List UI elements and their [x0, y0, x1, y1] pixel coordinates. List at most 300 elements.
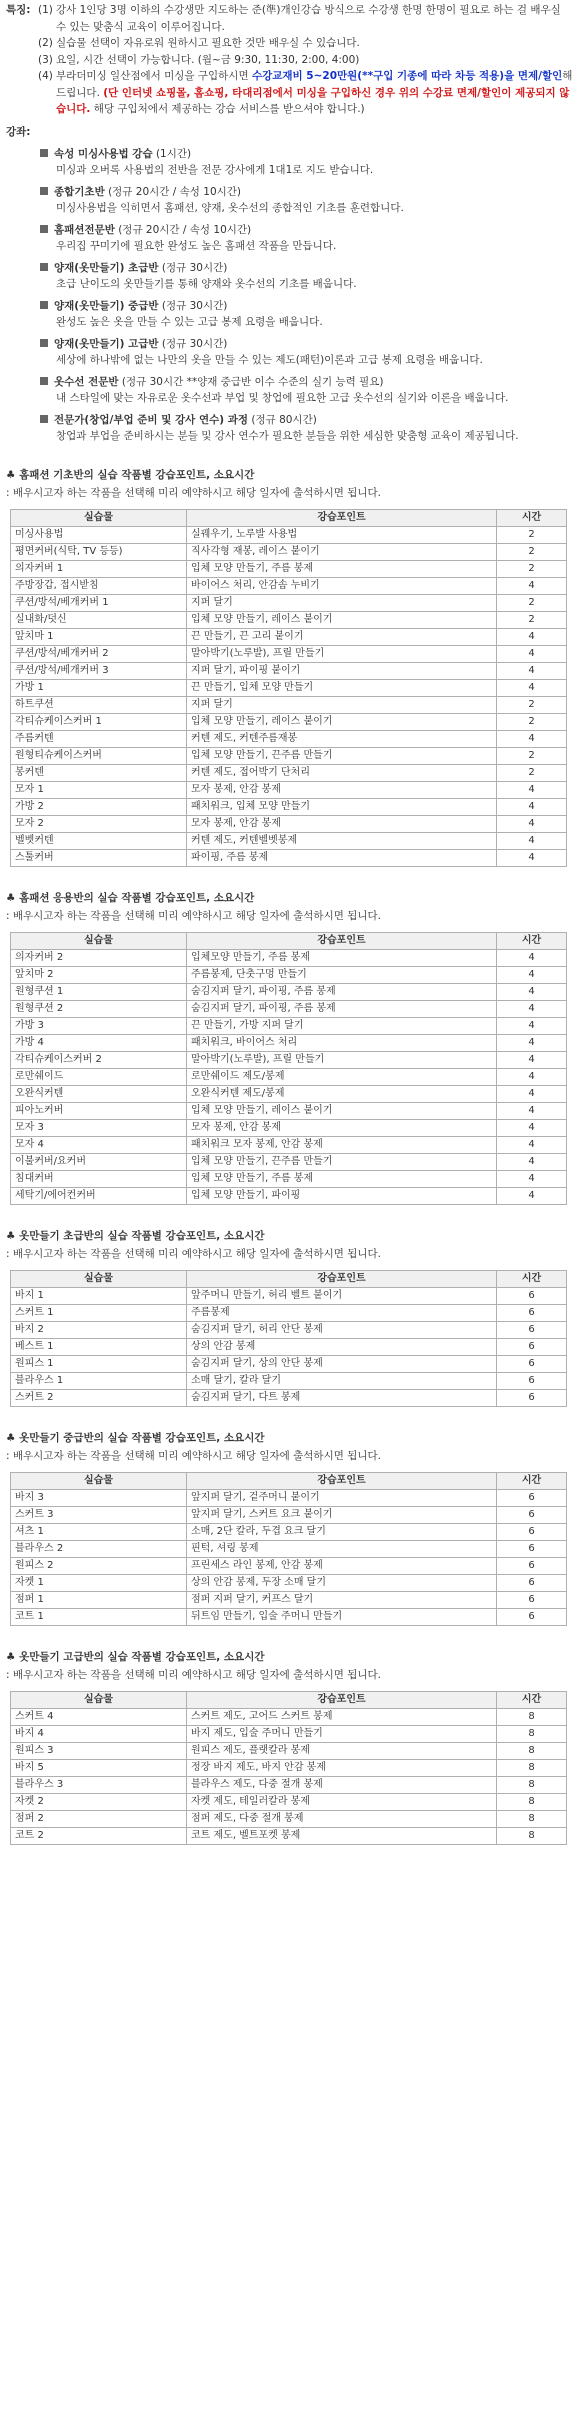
table-row [11, 1170, 567, 1187]
table-row [11, 1389, 567, 1406]
cell-point: 패치워크 모자 봉제, 안감 봉제 [187, 1136, 497, 1153]
cell-hours: 6 [497, 1338, 567, 1355]
table-row [11, 1153, 567, 1170]
cell-point: 숨김지퍼 달기, 허리 안단 봉제 [187, 1321, 497, 1338]
cell-point: 지퍼 달기, 파이핑 붙이기 [187, 662, 497, 679]
feature-text-part: 요일, 시간 선택이 가능합니다. (월~금 9:30, 11:30, 2:00, 4:00) [56, 53, 360, 66]
cell-item: 블라우스 3 [11, 1776, 187, 1793]
cell-item: 가방 3 [11, 1017, 187, 1034]
cell-point: 지퍼 달기 [187, 594, 497, 611]
table-row [11, 662, 567, 679]
cell-point: 파이핑, 주름 봉제 [187, 849, 497, 866]
cell-item: 앞치마 1 [11, 628, 187, 645]
course-title [40, 374, 570, 390]
table-row [11, 1119, 567, 1136]
course-item [40, 412, 570, 444]
course-item [40, 374, 570, 406]
table-row [11, 1017, 567, 1034]
cell-item: 주방장갑, 접시받침 [11, 577, 187, 594]
section-note: : 배우시고자 하는 작품을 선택해 미리 예약하시고 해당 일자에 출석하시면 됩니다. [6, 486, 381, 499]
course-meta: (1시간) [155, 147, 192, 160]
cell-hours: 4 [497, 1187, 567, 1204]
cell-hours: 6 [497, 1523, 567, 1540]
cell-item: 의자커버 1 [11, 560, 187, 577]
header-hours: 시간 [497, 932, 567, 949]
cell-point: 말아박기(노루발), 프릴 만들기 [187, 1051, 497, 1068]
table-row [11, 832, 567, 849]
cell-point: 정장 바지 제도, 바지 안감 봉제 [187, 1759, 497, 1776]
cell-hours: 8 [497, 1725, 567, 1742]
schedule-table [10, 1472, 567, 1626]
table-row [11, 1725, 567, 1742]
feature-item [38, 2, 574, 35]
table-row [11, 611, 567, 628]
cell-item: 점퍼 2 [11, 1810, 187, 1827]
course-meta: (정규 30시간 **양재 중급반 이수 수준의 실기 능력 필요) [121, 375, 384, 388]
cell-point: 모자 봉제, 안감 봉제 [187, 1119, 497, 1136]
table-row [11, 1489, 567, 1506]
cell-item: 점퍼 1 [11, 1591, 187, 1608]
feature-item [38, 35, 574, 52]
course-name: 속성 미싱사용법 강습 [54, 147, 153, 160]
feature-text [56, 2, 574, 35]
cell-item: 코트 2 [11, 1827, 187, 1844]
cell-item: 봉커텐 [11, 764, 187, 781]
cell-hours: 4 [497, 983, 567, 1000]
square-bullet-icon [40, 377, 48, 385]
table-row [11, 526, 567, 543]
cell-hours: 4 [497, 1153, 567, 1170]
table-header-row [11, 932, 567, 949]
cell-point: 실꿰우기, 노루발 사용법 [187, 526, 497, 543]
cell-item: 스커트 4 [11, 1708, 187, 1725]
cell-item: 스커트 1 [11, 1304, 187, 1321]
section-note: : 배우시고자 하는 작품을 선택해 미리 예약하시고 해당 일자에 출석하시면 됩니다. [6, 1449, 381, 1462]
cell-hours: 4 [497, 1085, 567, 1102]
cell-hours: 6 [497, 1557, 567, 1574]
section-title: ♣ 홈패션 응용반의 실습 작품별 강습포인트, 소요시간 [6, 891, 255, 904]
header-point: 강습포인트 [187, 1472, 497, 1489]
cell-point: 상의 안감 봉제 [187, 1338, 497, 1355]
table-row [11, 1523, 567, 1540]
cell-hours: 4 [497, 662, 567, 679]
table-row [11, 560, 567, 577]
cell-hours: 4 [497, 1136, 567, 1153]
section-title: ♣ 옷만들기 고급반의 실습 작품별 강습포인트, 소요시간 [6, 1650, 265, 1663]
course-name: 종합기초반 [54, 185, 105, 198]
section-note: : 배우시고자 하는 작품을 선택해 미리 예약하시고 해당 일자에 출석하시면 됩니다. [6, 1247, 381, 1260]
cell-point: 끈 만들기, 끈 고리 붙이기 [187, 628, 497, 645]
cell-hours: 4 [497, 1102, 567, 1119]
cell-point: 주름봉제, 단춧구멍 만들기 [187, 966, 497, 983]
course-meta: (정규 30시간) [161, 299, 228, 312]
course-meta: (정규 20시간 / 속성 10시간) [108, 185, 242, 198]
table-header-row [11, 509, 567, 526]
cell-item: 쿠션/방석/베개커버 2 [11, 645, 187, 662]
feature-text-part: 해 드립니다. [56, 70, 573, 99]
course-item [40, 222, 570, 254]
cell-point: 핀턱, 셔링 봉제 [187, 1540, 497, 1557]
cell-item: 자켓 1 [11, 1574, 187, 1591]
table-row [11, 1102, 567, 1119]
header-point: 강습포인트 [187, 509, 497, 526]
schedule-table [10, 509, 567, 867]
cell-item: 가방 4 [11, 1034, 187, 1051]
schedule-section [0, 891, 580, 1205]
square-bullet-icon [40, 149, 48, 157]
cell-hours: 4 [497, 832, 567, 849]
header-item: 실습물 [11, 1270, 187, 1287]
table-row [11, 798, 567, 815]
feature-text [56, 52, 574, 69]
table-row [11, 1321, 567, 1338]
cell-hours: 8 [497, 1708, 567, 1725]
cell-hours: 4 [497, 645, 567, 662]
table-row [11, 949, 567, 966]
table-row [11, 1540, 567, 1557]
cell-item: 가방 1 [11, 679, 187, 696]
course-title [40, 184, 570, 200]
course-meta: (정규 20시간 / 속성 10시간) [118, 223, 252, 236]
header-item: 실습물 [11, 509, 187, 526]
cell-point: 직사각형 재봉, 레이스 붙이기 [187, 543, 497, 560]
schedule-table [10, 1270, 567, 1407]
cell-hours: 4 [497, 798, 567, 815]
cell-hours: 6 [497, 1591, 567, 1608]
square-bullet-icon [40, 263, 48, 271]
cell-item: 모자 3 [11, 1119, 187, 1136]
cell-point: 입체 모양 만들기, 끈주름 만들기 [187, 747, 497, 764]
header-hours: 시간 [497, 1691, 567, 1708]
table-row [11, 1506, 567, 1523]
cell-hours: 2 [497, 526, 567, 543]
schedule-sections [0, 468, 580, 1845]
feature-text [56, 68, 574, 118]
section-note: : 배우시고자 하는 작품을 선택해 미리 예약하시고 해당 일자에 출석하시면 됩니다. [6, 1668, 381, 1681]
cell-item: 주름커텐 [11, 730, 187, 747]
cell-hours: 4 [497, 628, 567, 645]
cell-hours: 2 [497, 594, 567, 611]
cell-point: 점퍼 지퍼 달기, 커프스 달기 [187, 1591, 497, 1608]
cell-hours: 4 [497, 949, 567, 966]
cell-point: 입체 모양 만들기, 주름 봉제 [187, 560, 497, 577]
cell-point: 패치워크, 입체 모양 만들기 [187, 798, 497, 815]
cell-point: 커텐 제도, 커텐벨벳봉제 [187, 832, 497, 849]
cell-point: 입체 모양 만들기, 레이스 붙이기 [187, 713, 497, 730]
cell-item: 로만쉐이드 [11, 1068, 187, 1085]
cell-item: 쿠션/방석/베개커버 3 [11, 662, 187, 679]
cell-point: 커텐 제도, 커텐주름재봉 [187, 730, 497, 747]
course-title [40, 298, 570, 314]
course-name: 양재(옷만들기) 고급반 [54, 337, 159, 350]
table-row [11, 849, 567, 866]
course-meta: (정규 30시간) [161, 337, 228, 350]
cell-hours: 4 [497, 1051, 567, 1068]
schedule-section [0, 1431, 580, 1626]
cell-item: 평면커버(식탁, TV 등등) [11, 543, 187, 560]
course-meta: (정규 80시간) [251, 413, 317, 426]
course-name: 양재(옷만들기) 중급반 [54, 299, 159, 312]
table-row [11, 1793, 567, 1810]
table-header-row [11, 1472, 567, 1489]
table-row [11, 1187, 567, 1204]
cell-point: 끈 만들기, 입체 모양 만들기 [187, 679, 497, 696]
cell-item: 가방 2 [11, 798, 187, 815]
cell-item: 각티슈케이스커버 2 [11, 1051, 187, 1068]
table-row [11, 1827, 567, 1844]
header-item: 실습물 [11, 932, 187, 949]
cell-item: 스툴커버 [11, 849, 187, 866]
course-name: 옷수선 전문반 [54, 375, 119, 388]
cell-hours: 6 [497, 1506, 567, 1523]
course-title [40, 336, 570, 352]
cell-point: 상의 안감 봉제, 두장 소매 달기 [187, 1574, 497, 1591]
cell-item: 블라우스 1 [11, 1372, 187, 1389]
table-row [11, 543, 567, 560]
cell-item: 의자커버 2 [11, 949, 187, 966]
feature-text-part: 실습물 선택이 자유로워 원하시고 필요한 것만 배우실 수 있습니다. [56, 37, 360, 49]
table-row [11, 1574, 567, 1591]
cell-hours: 6 [497, 1304, 567, 1321]
square-bullet-icon [40, 339, 48, 347]
course-description: 우리집 꾸미기에 필요한 완성도 높은 홈패션 작품을 만듭니다. [56, 239, 337, 252]
cell-point: 앞지퍼 달기, 겉주머니 붙이기 [187, 1489, 497, 1506]
cell-point: 점퍼 제도, 다중 절개 봉제 [187, 1810, 497, 1827]
cell-point: 앞지퍼 달기, 스커트 요크 붙이기 [187, 1506, 497, 1523]
section-title: ♣ 옷만들기 중급반의 실습 작품별 강습포인트, 소요시간 [6, 1431, 265, 1444]
cell-hours: 4 [497, 1119, 567, 1136]
course-item [40, 336, 570, 368]
cell-hours: 2 [497, 543, 567, 560]
cell-item: 모자 1 [11, 781, 187, 798]
cell-hours: 4 [497, 679, 567, 696]
cell-point: 앞주머니 만들기, 허리 벨트 붙이기 [187, 1287, 497, 1304]
cell-hours: 4 [497, 815, 567, 832]
schedule-section [0, 468, 580, 867]
feature-text-part: 강사 1인당 3명 이하의 수강생만 지도하는 준(準)개인강습 방식으로 수강생 한명 한명이 필요로 하는 걸 배우실 수 있는 맞춤식 교육이 이루어집니다. [56, 4, 561, 33]
course-description: 미싱과 오버록 사용법의 전반을 전문 강사에게 1대1로 지도 받습니다. [56, 163, 374, 176]
cell-item: 원형쿠션 2 [11, 1000, 187, 1017]
course-description: 창업과 부업을 준비하시는 분들 및 강사 연수가 필요한 분들을 위한 세심한 맞춤형 교육이 제공됩니다. [56, 429, 519, 442]
cell-point: 코트 제도, 벨트포켓 봉제 [187, 1827, 497, 1844]
square-bullet-icon [40, 301, 48, 309]
courses-heading: 강좌: [6, 125, 31, 138]
feature-number: (4) [38, 70, 53, 82]
course-title [40, 260, 570, 276]
cell-hours: 8 [497, 1793, 567, 1810]
cell-hours: 2 [497, 560, 567, 577]
cell-point: 입체 모양 만들기, 파이핑 [187, 1187, 497, 1204]
table-row [11, 815, 567, 832]
cell-hours: 4 [497, 1068, 567, 1085]
course-item [40, 260, 570, 292]
cell-item: 블라우스 2 [11, 1540, 187, 1557]
table-row [11, 645, 567, 662]
table-row [11, 1068, 567, 1085]
cell-item: 스커트 3 [11, 1506, 187, 1523]
cell-item: 앞치마 2 [11, 966, 187, 983]
features-list [38, 2, 574, 118]
cell-item: 오완식커텐 [11, 1085, 187, 1102]
cell-item: 바지 5 [11, 1759, 187, 1776]
table-row [11, 1304, 567, 1321]
cell-item: 코트 1 [11, 1608, 187, 1625]
cell-point: 입체 모양 만들기, 주름 봉제 [187, 1170, 497, 1187]
table-row [11, 1355, 567, 1372]
cell-item: 모자 4 [11, 1136, 187, 1153]
table-row [11, 679, 567, 696]
course-title [40, 146, 570, 162]
cell-item: 원피스 1 [11, 1355, 187, 1372]
feature-text-part: 부라더미싱 일산점에서 미싱을 구입하시면 [56, 70, 252, 82]
header-point: 강습포인트 [187, 932, 497, 949]
course-item [40, 146, 570, 178]
table-row [11, 1776, 567, 1793]
cell-point: 오완식커텐 제도/봉제 [187, 1085, 497, 1102]
cell-item: 셔츠 1 [11, 1523, 187, 1540]
cell-point: 패치워크, 바이어스 처리 [187, 1034, 497, 1051]
course-name: 홈패션전문반 [54, 223, 115, 236]
course-meta: (정규 30시간) [161, 261, 228, 274]
cell-hours: 2 [497, 696, 567, 713]
cell-point: 자켓 제도, 테일러칼라 봉제 [187, 1793, 497, 1810]
cell-item: 세탁기/에어컨커버 [11, 1187, 187, 1204]
cell-hours: 6 [497, 1372, 567, 1389]
table-row [11, 966, 567, 983]
features-block [0, 0, 580, 118]
feature-number: (2) [38, 37, 53, 49]
cell-item: 바지 2 [11, 1321, 187, 1338]
courses-list [0, 146, 580, 444]
course-description: 내 스타일에 맞는 자유로운 옷수선과 부업 및 창업에 필요한 고급 옷수선의 실기와 이론을 배웁니다. [56, 391, 509, 404]
cell-point: 숨김지퍼 달기, 파이핑, 주름 봉제 [187, 983, 497, 1000]
table-row [11, 713, 567, 730]
course-name: 양재(옷만들기) 초급반 [54, 261, 159, 274]
cell-item: 원피스 2 [11, 1557, 187, 1574]
cell-point: 커텐 제도, 접어박기 단처리 [187, 764, 497, 781]
cell-hours: 8 [497, 1759, 567, 1776]
cell-hours: 6 [497, 1287, 567, 1304]
cell-item: 하트쿠션 [11, 696, 187, 713]
table-row [11, 1591, 567, 1608]
feature-text [56, 35, 574, 52]
table-row [11, 1742, 567, 1759]
features-label: 특징: [6, 4, 31, 16]
cell-hours: 2 [497, 713, 567, 730]
cell-item: 원형티슈케이스커버 [11, 747, 187, 764]
cell-point: 입체 모양 만들기, 레이스 붙이기 [187, 1102, 497, 1119]
cell-point: 숨김지퍼 달기, 다트 봉제 [187, 1389, 497, 1406]
course-description: 완성도 높은 옷을 만들 수 있는 고급 봉제 요령을 배웁니다. [56, 315, 323, 328]
table-row [11, 1051, 567, 1068]
course-item [40, 184, 570, 216]
feature-item [38, 52, 574, 69]
cell-hours: 4 [497, 730, 567, 747]
cell-point: 입체 모양 만들기, 끈주름 만들기 [187, 1153, 497, 1170]
table-row [11, 747, 567, 764]
cell-item: 바지 3 [11, 1489, 187, 1506]
table-row [11, 1085, 567, 1102]
header-point: 강습포인트 [187, 1691, 497, 1708]
table-row [11, 1338, 567, 1355]
cell-point: 모자 봉제, 안감 봉제 [187, 781, 497, 798]
table-row [11, 1810, 567, 1827]
cell-point: 지퍼 달기 [187, 696, 497, 713]
cell-item: 스커트 2 [11, 1389, 187, 1406]
table-header-row [11, 1691, 567, 1708]
course-item [40, 298, 570, 330]
section-title: ♣ 홈패션 기초반의 실습 작품별 강습포인트, 소요시간 [6, 468, 255, 481]
cell-hours: 6 [497, 1574, 567, 1591]
feature-item [38, 68, 574, 118]
course-description: 초급 난이도의 옷만들기를 통해 양재와 옷수선의 기초를 배웁니다. [56, 277, 357, 290]
feature-number: (3) [38, 53, 53, 66]
cell-hours: 6 [497, 1489, 567, 1506]
cell-item: 베스트 1 [11, 1338, 187, 1355]
section-note: : 배우시고자 하는 작품을 선택해 미리 예약하시고 해당 일자에 출석하시면 됩니다. [6, 909, 381, 922]
feature-text-part: 해당 구입처에서 제공하는 강습 서비스를 받으셔야 합니다.) [90, 103, 365, 115]
table-row [11, 1708, 567, 1725]
cell-point: 바이어스 처리, 안감솜 누비기 [187, 577, 497, 594]
cell-item: 모자 2 [11, 815, 187, 832]
cell-item: 바지 4 [11, 1725, 187, 1742]
cell-hours: 4 [497, 577, 567, 594]
table-row [11, 628, 567, 645]
cell-hours: 8 [497, 1827, 567, 1844]
header-hours: 시간 [497, 1472, 567, 1489]
cell-point: 소매 달기, 칼라 달기 [187, 1372, 497, 1389]
cell-hours: 8 [497, 1742, 567, 1759]
table-row [11, 696, 567, 713]
cell-item: 바지 1 [11, 1287, 187, 1304]
table-row [11, 1372, 567, 1389]
schedule-section [0, 1229, 580, 1407]
table-row [11, 594, 567, 611]
cell-point: 입체모양 만들기, 주름 봉제 [187, 949, 497, 966]
cell-item: 벨벳커텐 [11, 832, 187, 849]
square-bullet-icon [40, 415, 48, 423]
header-item: 실습물 [11, 1691, 187, 1708]
cell-hours: 4 [497, 781, 567, 798]
cell-hours: 4 [497, 1017, 567, 1034]
cell-item: 이불커버/요커버 [11, 1153, 187, 1170]
table-row [11, 1287, 567, 1304]
cell-hours: 4 [497, 1034, 567, 1051]
cell-point: 뒤트임 만들기, 입술 주머니 만들기 [187, 1608, 497, 1625]
cell-point: 블라우스 제도, 다중 절개 봉제 [187, 1776, 497, 1793]
table-row [11, 1759, 567, 1776]
cell-item: 미싱사용법 [11, 526, 187, 543]
table-row [11, 764, 567, 781]
header-hours: 시간 [497, 509, 567, 526]
cell-item: 원피스 3 [11, 1742, 187, 1759]
cell-hours: 6 [497, 1608, 567, 1625]
cell-hours: 4 [497, 1170, 567, 1187]
cell-point: 소매, 2단 칼라, 두겹 요크 달기 [187, 1523, 497, 1540]
cell-hours: 2 [497, 611, 567, 628]
cell-point: 주름봉제 [187, 1304, 497, 1321]
table-row [11, 1034, 567, 1051]
table-row [11, 730, 567, 747]
table-row [11, 1136, 567, 1153]
table-row [11, 1557, 567, 1574]
schedule-table [10, 932, 567, 1205]
cell-point: 끈 만들기, 가방 지퍼 달기 [187, 1017, 497, 1034]
table-row [11, 577, 567, 594]
table-row [11, 781, 567, 798]
course-description: 세상에 하나밖에 없는 나만의 옷을 만들 수 있는 제도(패턴)이론과 고급 봉제 요령을 배웁니다. [56, 353, 483, 366]
cell-point: 말아박기(노루발), 프릴 만들기 [187, 645, 497, 662]
